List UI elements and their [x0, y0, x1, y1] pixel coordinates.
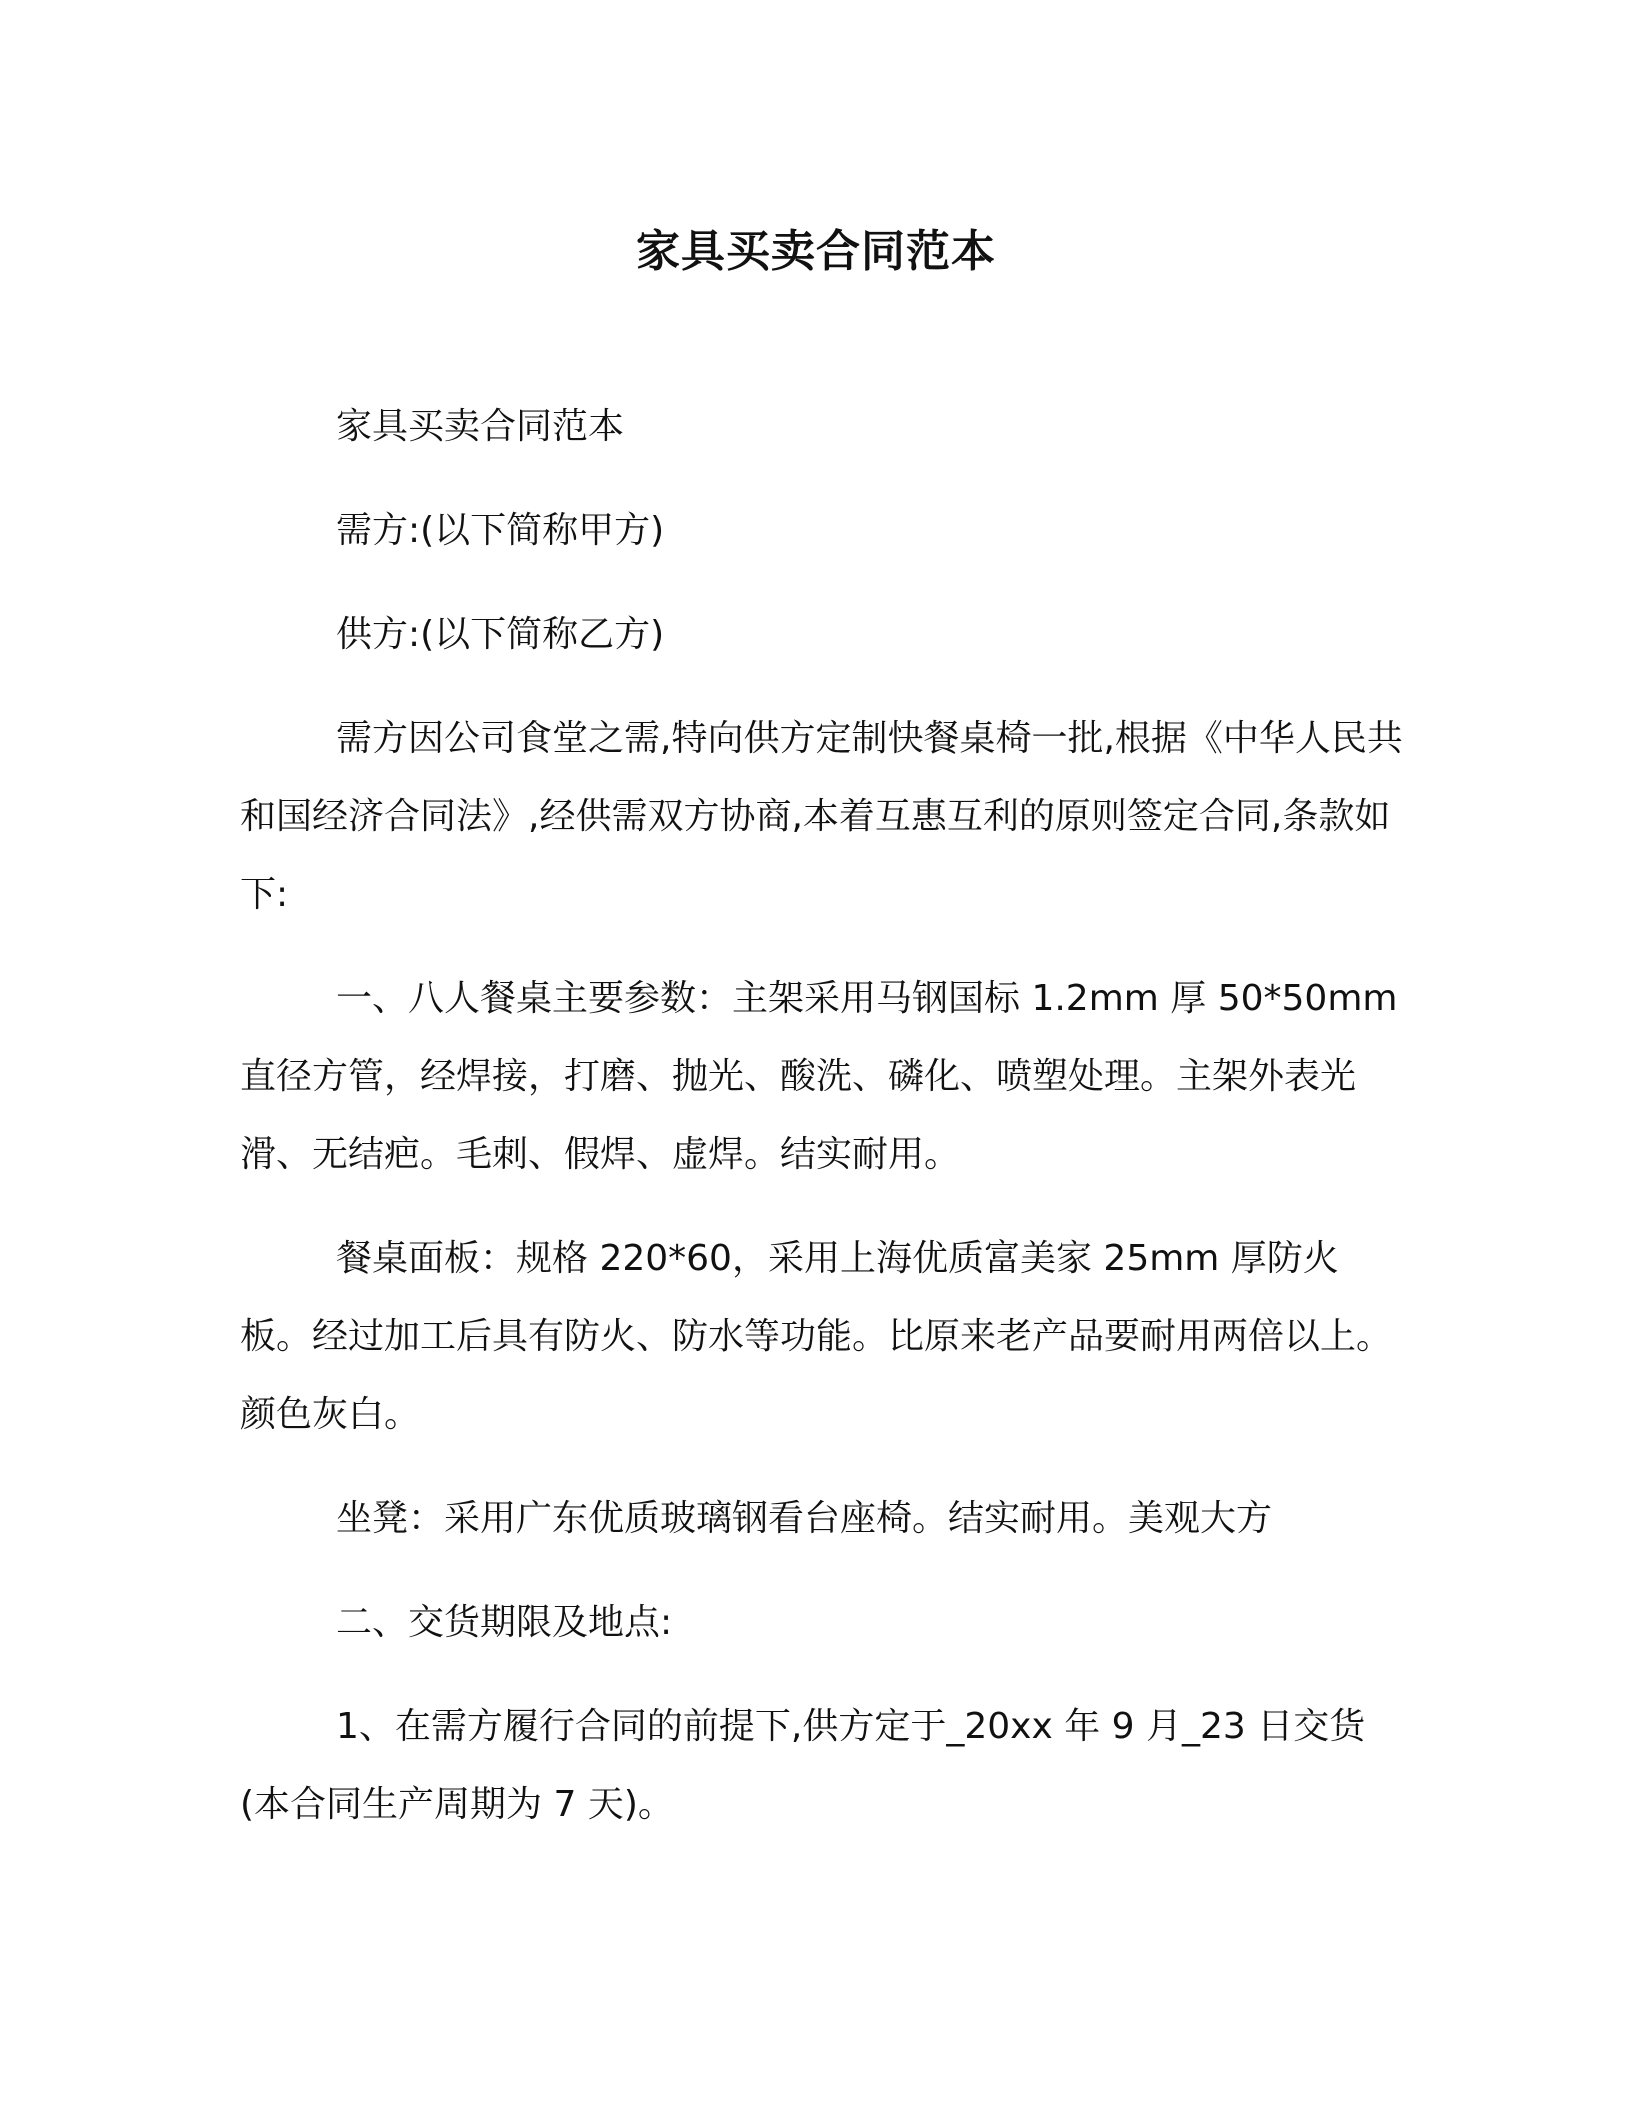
paragraph-intro: 需方因公司食堂之需,特向供方定制快餐桌椅一批,根据《中华人民共和国经济合同法》,经供需双方协商,本着互惠互利的原则签定合同,条款如下:	[240, 718, 1403, 915]
paragraph-table-top: 餐桌面板：规格 220*60，采用上海优质富美家 25mm 厚防火板。经过加工后具有防火、防水等功能。比原来老产品要耐用两倍以上。颜色灰白。	[240, 1238, 1393, 1435]
paragraph-delivery-heading: 二、交货期限及地点:	[336, 1602, 673, 1643]
paragraph-delivery-date: 1、在需方履行合同的前提下,供方定于_20xx 年 9 月_23 日交货(本合同生产周期为 7 天)。	[240, 1706, 1366, 1825]
paragraph-buyer: 需方:(以下简称甲方)	[336, 510, 665, 551]
paragraph-subtitle: 家具买卖合同范本	[336, 406, 625, 447]
document-body	[240, 388, 1410, 1870]
paragraph-stool: 坐凳：采用广东优质玻璃钢看台座椅。结实耐用。美观大方	[336, 1498, 1273, 1539]
paragraph-seller: 供方:(以下简称乙方)	[336, 614, 665, 655]
document-title: 家具买卖合同范本	[636, 226, 996, 277]
paragraph-table-specs: 一、八人餐桌主要参数：主架采用马钢国标 1.2mm 厚 50*50mm 直径方管，经焊接，打磨、抛光、酸洗、磷化、喷塑处理。主架外表光滑、无结疤。毛刺、假焊、虚焊。结实耐用。	[240, 978, 1398, 1175]
